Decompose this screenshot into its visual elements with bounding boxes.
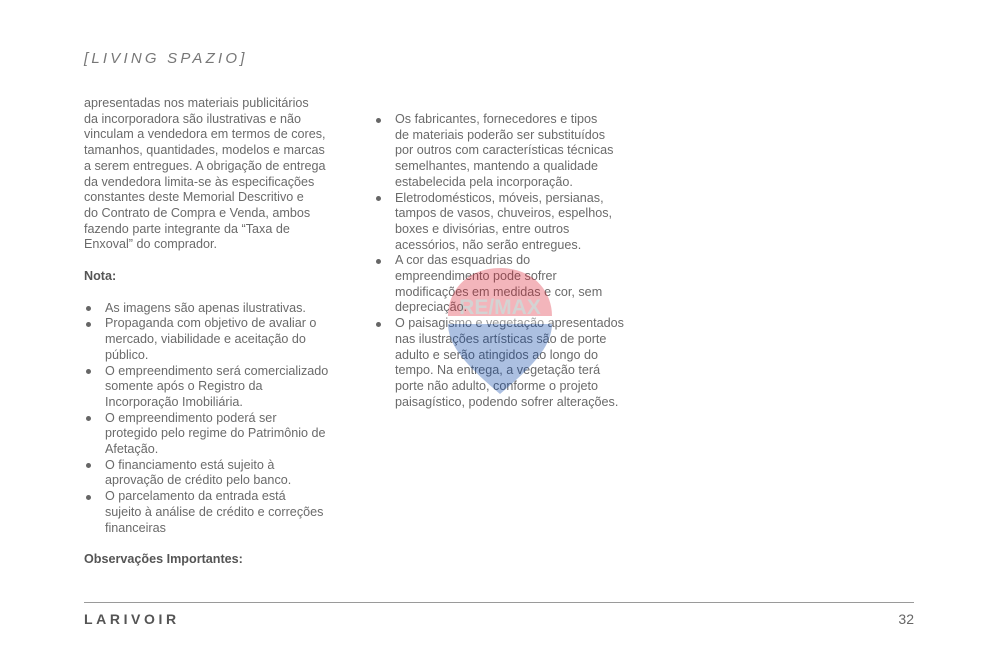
- text-line: paisagístico, podendo sofrer alterações.: [395, 394, 619, 409]
- text-line: boxes e divisórias, entre outros: [395, 221, 570, 236]
- text-line: As imagens são apenas ilustrativas.: [105, 300, 306, 315]
- text-line: público.: [105, 347, 149, 362]
- note-heading: Nota:: [84, 269, 117, 284]
- footer-brand: LARIVOIR: [84, 611, 180, 627]
- text-line: semelhantes, mantendo a qualidade: [395, 159, 599, 174]
- text-line: da vendedora limita-se às especificações: [84, 174, 315, 189]
- list-item: [84, 301, 344, 317]
- bullet-icon: [86, 495, 91, 500]
- bullet-icon: [376, 259, 381, 264]
- text-line: porte não adulto, conforme o projeto: [395, 378, 599, 393]
- list-item: [84, 489, 344, 536]
- text-line: de materiais poderão ser substituídos: [395, 127, 606, 142]
- list-item: [374, 191, 636, 254]
- text-line: A cor das esquadrias do: [395, 253, 531, 268]
- right-column: [374, 112, 636, 410]
- list-item: [84, 458, 344, 489]
- text-line: Propaganda com objetivo de avaliar o: [105, 316, 317, 331]
- text-line: do Contrato de Compra e Venda, ambos: [84, 205, 311, 220]
- text-line: mercado, viabilidade e aceitação do: [105, 332, 306, 347]
- text-line: nas ilustrações artísticas são de porte: [395, 331, 607, 346]
- text-line: somente após o Registro da: [105, 379, 263, 394]
- text-line: depreciação.: [395, 300, 468, 315]
- text-line: Enxoval” do comprador.: [84, 237, 218, 252]
- page-number: 32: [898, 611, 914, 627]
- bullet-icon: [376, 118, 381, 123]
- bullet-icon: [376, 196, 381, 201]
- watermark-text: RE/MAX: [459, 296, 541, 319]
- text-line: Afetação.: [105, 442, 159, 457]
- text-line: vinculam a vendedora em termos de cores,: [84, 127, 326, 142]
- observations-list: [374, 112, 636, 410]
- footer-divider: [84, 602, 914, 603]
- text-line: empreendimento pode sofrer: [395, 269, 557, 284]
- text-line: acessórios, não serão entregues.: [395, 237, 582, 252]
- bullet-icon: [86, 306, 91, 311]
- text-line: O empreendimento poderá ser: [105, 410, 277, 425]
- page-header-title: [LIVING SPAZIO]: [84, 50, 248, 67]
- text-line: fazendo parte integrante da “Taxa de: [84, 221, 290, 236]
- bullet-icon: [86, 322, 91, 327]
- text-line: Os fabricantes, fornecedores e tipos: [395, 112, 598, 126]
- text-line: financeiras: [105, 520, 166, 535]
- notes-list: [84, 301, 344, 537]
- text-line: Eletrodomésticos, móveis, persianas,: [395, 190, 604, 205]
- text-line: a serem entregues. A obrigação de entrega: [84, 158, 326, 173]
- text-line: tempo. Na entrega, a vegetação terá: [395, 363, 601, 378]
- list-item: [84, 411, 344, 458]
- text-line: protegido pelo regime do Patrimônio de: [105, 426, 326, 441]
- bullet-icon: [86, 463, 91, 468]
- list-item: [374, 112, 636, 191]
- bullet-icon: [376, 322, 381, 327]
- text-line: da incorporadora são ilustrativas e não: [84, 111, 302, 126]
- text-line: constantes deste Memorial Descritivo e: [84, 190, 304, 205]
- text-line: O empreendimento será comercializado: [105, 363, 329, 378]
- list-item: [84, 316, 344, 363]
- text-line: adulto e serão atingidos ao longo do: [395, 347, 599, 362]
- text-line: estabelecida pela incorporação.: [395, 174, 573, 189]
- text-line: apresentadas nos materiais publicitários: [84, 96, 309, 110]
- text-line: O parcelamento da entrada está: [105, 489, 286, 504]
- text-line: tamanhos, quantidades, modelos e marcas: [84, 143, 325, 158]
- text-line: Incorporação Imobiliária.: [105, 394, 243, 409]
- left-column: [84, 96, 344, 568]
- text-line: modificações em medidas e cor, sem: [395, 284, 603, 299]
- text-line: O paisagismo e vegetação apresentados: [395, 316, 624, 331]
- text-line: por outros com características técnicas: [395, 143, 614, 158]
- text-line: aprovação de crédito pelo banco.: [105, 473, 292, 488]
- text-line: sujeito à análise de crédito e correções: [105, 504, 324, 519]
- list-item: [374, 253, 636, 316]
- list-item: [374, 316, 636, 410]
- observations-heading: Observações Importantes:: [84, 552, 243, 567]
- text-line: tampos de vasos, chuveiros, espelhos,: [395, 206, 613, 221]
- bullet-icon: [86, 416, 91, 421]
- intro-paragraph: [84, 96, 344, 253]
- bullet-icon: [86, 369, 91, 374]
- list-item: [84, 364, 344, 411]
- text-line: O financiamento está sujeito à: [105, 457, 275, 472]
